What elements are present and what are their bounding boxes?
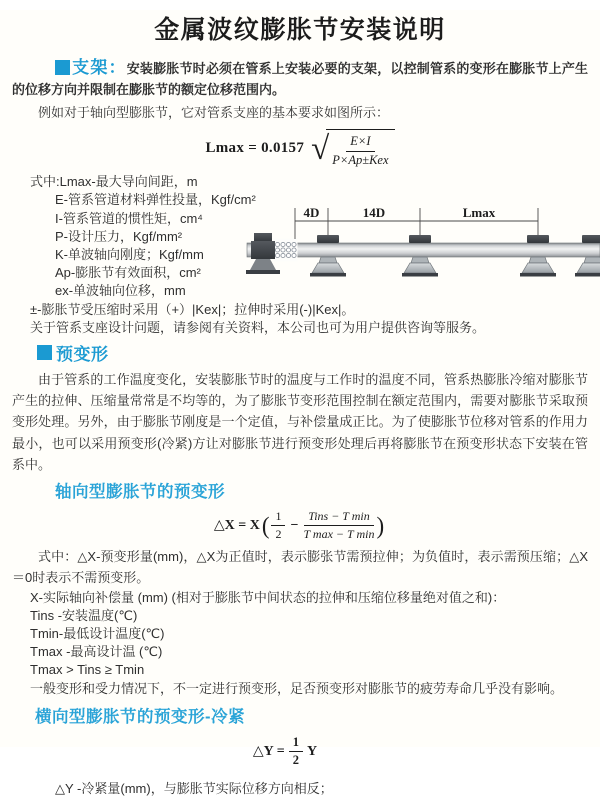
- lateral-subsection-heading: 横向型膨胀节的预变形-冷紧: [35, 707, 245, 726]
- open-paren: (: [261, 512, 270, 539]
- half-denominator: 2: [275, 527, 282, 542]
- axial-note-line: Tmin-最低设计温度(℃): [30, 625, 165, 641]
- pre-deform-section-heading: [37, 340, 600, 365]
- axial-subsection-heading: 轴向型膨胀节的预变形: [55, 483, 225, 502]
- lmax-formula-radicand: [326, 129, 394, 168]
- definition-line: ±-膨胀节受压缩时采用（+）|Kex|；拉伸时采用(-)|Kex|。: [30, 301, 355, 317]
- axial-note-line: Tmax -最高设计温 (℃): [30, 644, 163, 660]
- lateral-note: △Y -冷紧量(mm)，与膨胀节实际位移方向相反；: [55, 780, 333, 796]
- page-title: 金属波纹膨胀节安装说明: [154, 16, 446, 44]
- section-marker-icon: [37, 345, 52, 360]
- definition-line: I-管系管道的惯性矩，cm⁴: [55, 210, 203, 226]
- dimension-label-14d: 14D: [362, 205, 386, 220]
- definition-line: K-单波轴向刚度；Kgf/mm: [55, 247, 204, 263]
- lateral-formula: [0, 735, 570, 769]
- definition-line: 关于管系支座设计问题，请参阅有关资料，本公司也可为用户提供咨询等服务。: [30, 319, 486, 335]
- definition-line: E-管系管道材料弹性投量，Kgf/cm²: [55, 192, 256, 208]
- definition-line: ex-单波轴向位移，mm: [55, 283, 186, 299]
- definition-line: P-设计压力，Kgf/mm²: [55, 228, 183, 244]
- lateral-formula-rhs: Y: [306, 743, 318, 759]
- support-section-label: 支架：: [72, 58, 127, 77]
- dimension-label-4d: 4D: [303, 205, 320, 220]
- square-root-icon: √: [311, 130, 330, 167]
- axial-note-line: Tins -安装温度(℃): [30, 607, 138, 623]
- support-body-text: 安装膨胀节时必须在管系上安装必要的支架，以控制管系的变形在膨胀节上产生的位移方向并限制在膨胀节的额定位移范围内。: [12, 61, 588, 97]
- pipe-support-diagram: [243, 202, 600, 302]
- axial-formula: [0, 509, 600, 542]
- lateral-denominator: 2: [292, 753, 299, 768]
- lmax-formula-denominator: P×Ap±Kex: [332, 152, 389, 167]
- support-section-paragraph: [12, 57, 588, 100]
- axial-note-line: X-实际轴向补偿量 (mm) (相对于膨胀节中间状态的拉伸和压缩位移量绝对值之和)：: [30, 589, 506, 605]
- axial-note-line: Tmax > Tins ≥ Tmin: [30, 662, 145, 678]
- axial-note-main: 式中：△X-预变形量(mm)，△X为正值时，表示膨张节需预拉伸；为负值时，表示需预压缩；△X＝0时表示不需预变形。: [12, 549, 588, 586]
- definition-line: Ap-膨胀节有效面积，cm²: [55, 265, 201, 281]
- section-marker-icon: [55, 60, 70, 75]
- pipe: [247, 243, 600, 257]
- document-page: [0, 10, 600, 796]
- dimension-label-lmax: Lmax: [462, 205, 496, 220]
- pre-deform-heading-text: 预变形: [56, 345, 109, 365]
- temp-denominator: T max − T min: [303, 527, 375, 542]
- axial-note-line: 一般变形和受力情况下，不一定进行预变形，足否预变形对膨胀节的疲劳寿命几乎没有影响。: [30, 680, 564, 696]
- half-numerator: 1: [271, 509, 285, 526]
- lmax-formula-lhs: Lmax = 0.0157: [205, 140, 305, 157]
- definition-line: 式中:Lmax-最大导向间距，m: [30, 174, 198, 190]
- dimension-lines: [295, 208, 538, 239]
- lmax-formula-numerator: E×I: [346, 134, 374, 152]
- bellows-icon: [274, 239, 298, 262]
- lateral-formula-lhs: △Y =: [252, 744, 285, 760]
- lateral-numerator: 1: [289, 735, 303, 753]
- lmax-formula: [0, 129, 600, 168]
- axial-formula-lhs: △X = X: [213, 518, 260, 534]
- temp-numerator: Tins − T min: [304, 509, 374, 526]
- minus-sign: −: [290, 517, 299, 533]
- support-example-text: 例如对于轴向型膨胀节，它对管系支座的基本要求如图所示：: [38, 105, 390, 120]
- close-paren: ): [376, 512, 385, 539]
- pre-deform-paragraph: 由于管系的工作温度变化，安装膨胀节时的温度与工作时的温度不同，管系热膨胀冷缩对膨胀节产生的拉伸、压缩量常常是不均等的，为了膨胀节变形范围控制在额定范围内，需要对膨胀节采取预变形处理。另外，由于膨胀节刚度是一个定值，与补偿量成正比。为了使膨胀节位移对管系的作用力最小，也可以采用预变形(冷紧)方让对膨胀节进行预变形处理后再将膨胀节在预变形状态下安装在管系中。: [12, 372, 588, 472]
